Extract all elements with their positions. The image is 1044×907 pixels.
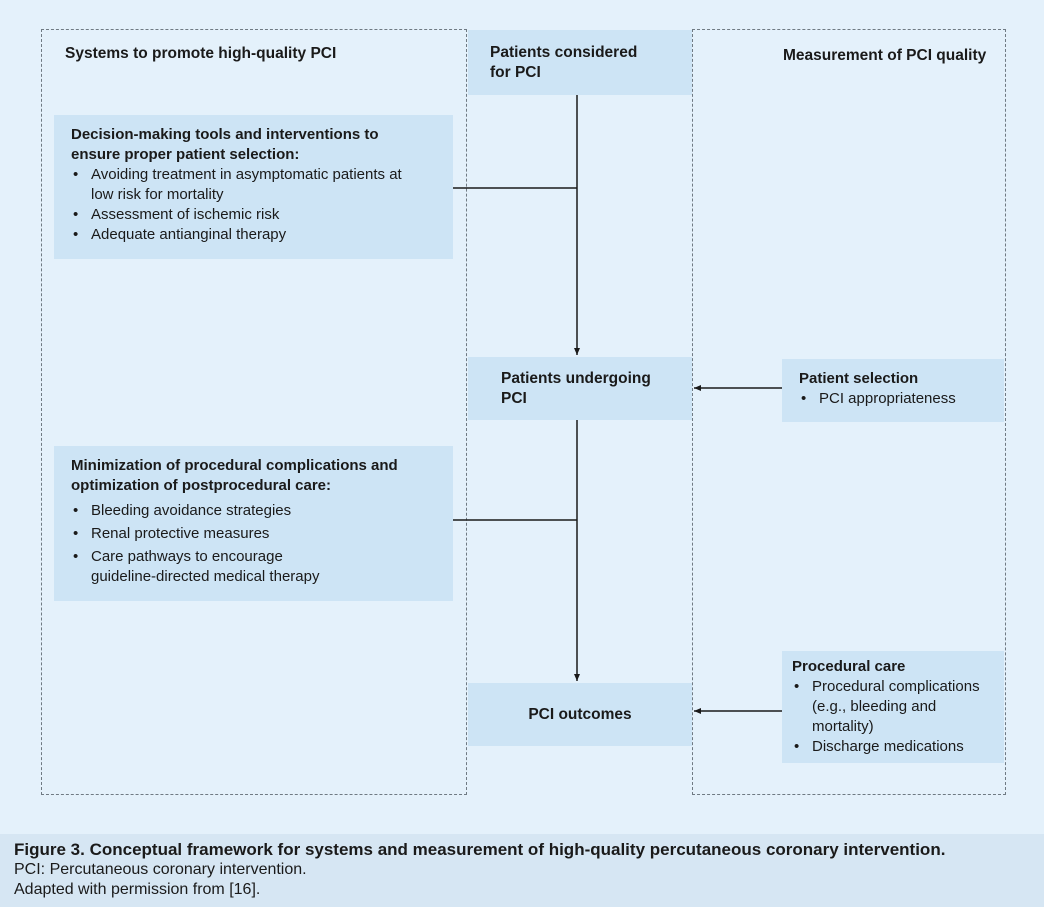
- list-item: • Assessment of ischemic risk: [71, 205, 423, 225]
- list-item: • Discharge medications: [792, 737, 996, 757]
- caption-title: Figure 3. Conceptual framework for systems and measurement of high-quality percutaneous coronary intervention.: [14, 840, 946, 859]
- procedural-care-systems-heading: Minimization of procedural complications and optimization of postprocedural care:: [71, 457, 398, 494]
- pci-outcomes-label: PCI outcomes: [528, 705, 632, 723]
- list-item: • Procedural complications (e.g., bleeding and mortality): [792, 677, 996, 737]
- left-panel-title: Systems to promote high-quality PCI: [65, 45, 337, 62]
- patients-undergoing-label: Patients undergoing PCI: [501, 369, 651, 407]
- caption-abbreviation: PCI: Percutaneous coronary intervention.: [14, 861, 307, 878]
- list-item: • Bleeding avoidance strategies: [71, 501, 413, 521]
- list-item: • Avoiding treatment in asymptomatic patients at low risk for mortality: [71, 165, 423, 205]
- right-panel-title: Measurement of PCI quality: [783, 47, 987, 64]
- patient-selection-heading: Patient selection: [799, 370, 919, 387]
- caption-source: Adapted with permission from [16].: [14, 881, 261, 898]
- list-item: • Care pathways to encourage guideline-directed medical therapy: [71, 547, 413, 587]
- list-item: • Adequate antianginal therapy: [71, 225, 423, 245]
- figure-caption: [0, 834, 1044, 907]
- procedural-care-heading: Procedural care: [792, 658, 906, 675]
- list-item: • PCI appropriateness: [799, 389, 994, 409]
- patients-considered-label: Patients considered for PCI: [490, 43, 638, 81]
- list-item: • Renal protective measures: [71, 524, 413, 544]
- patient-selection-tools-heading: Decision-making tools and interventions to ensure proper patient selection:: [71, 126, 379, 163]
